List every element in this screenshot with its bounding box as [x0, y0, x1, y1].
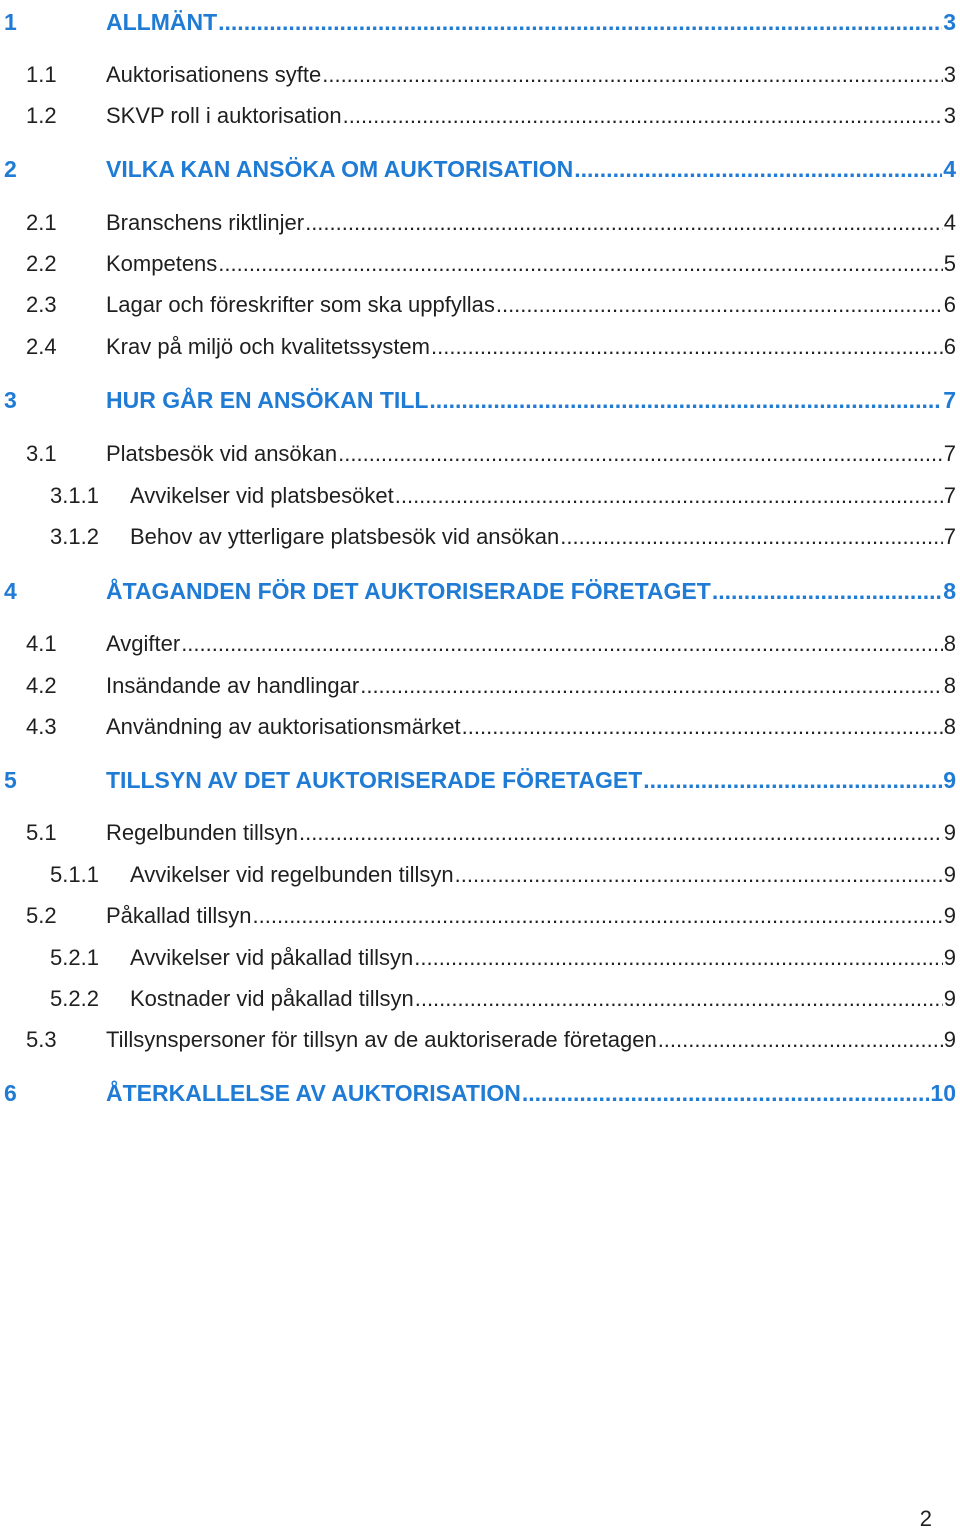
toc-entry-title[interactable]: Platsbesök vid ansökan [106, 441, 338, 466]
toc-entry-page[interactable]: 8 [943, 578, 956, 604]
toc-entry-page[interactable]: 4 [943, 156, 956, 182]
dot-leader [218, 6, 942, 38]
toc-entry-number: 5.1 [26, 820, 57, 845]
toc-entry-page[interactable]: 9 [943, 767, 956, 793]
toc-entry-title[interactable]: Insändande av handlingar [106, 673, 360, 698]
toc-entry-title[interactable]: Krav på miljö och kvalitetssystem [106, 334, 430, 359]
dot-leader [560, 521, 943, 553]
toc-entry[interactable] [0, 942, 960, 974]
dot-leader [643, 764, 942, 796]
dot-leader [343, 100, 943, 132]
toc-entry-title[interactable]: ÅTAGANDEN FÖR DET AUKTORISERADE FÖRETAGET [106, 578, 711, 604]
toc-entry-number: 4.1 [26, 631, 57, 656]
dot-leader [218, 248, 942, 280]
toc-entry-number: 2.2 [26, 251, 57, 276]
toc-entry-page[interactable]: 9 [943, 820, 956, 845]
toc-entry-number: 3.1.2 [50, 524, 99, 549]
dot-leader [658, 1024, 943, 1056]
toc-entry-number: 4.2 [26, 673, 57, 698]
toc-entry-number: 5.2.1 [50, 945, 99, 970]
dot-leader [253, 900, 943, 932]
toc-entry-page[interactable]: 8 [943, 631, 956, 656]
toc-entry-number: 3.1.1 [50, 483, 99, 508]
toc-entry-title[interactable]: Användning av auktorisationsmärket [106, 714, 461, 739]
dot-leader [522, 1077, 930, 1109]
toc-entry[interactable] [0, 384, 960, 416]
toc-entry[interactable] [0, 1077, 960, 1109]
toc-entry[interactable] [0, 900, 960, 932]
toc-entry-title[interactable]: ÅTERKALLELSE AV AUKTORISATION [106, 1080, 521, 1106]
dot-leader [462, 711, 943, 743]
toc-entry-page[interactable]: 7 [943, 483, 956, 508]
toc-entry[interactable] [0, 764, 960, 796]
toc-entry-number: 5.1.1 [50, 862, 99, 887]
toc-entry[interactable] [0, 1024, 960, 1056]
toc-entry-number: 1.2 [26, 103, 57, 128]
page-number: 2 [919, 1506, 932, 1531]
toc-entry-title[interactable]: SKVP roll i auktorisation [106, 103, 342, 128]
toc-entry[interactable] [0, 480, 960, 512]
toc-entry-number: 5.2.2 [50, 986, 99, 1011]
toc-entry-title[interactable]: Lagar och föreskrifter som ska uppfyllas [106, 292, 495, 317]
dot-leader [181, 628, 943, 660]
toc-entry-number: 2.4 [26, 334, 57, 359]
toc-entry[interactable] [0, 521, 960, 553]
toc-entry-title[interactable]: Auktorisationens syfte [106, 62, 322, 87]
toc-entry-title[interactable]: Avvikelser vid påkallad tillsyn [130, 945, 414, 970]
dot-leader [322, 59, 943, 91]
toc-entry-number: 4.3 [26, 714, 57, 739]
toc-entry-title[interactable]: Branschens riktlinjer [106, 210, 305, 235]
toc-entry-page[interactable]: 9 [943, 945, 956, 970]
toc-entry-page[interactable]: 9 [943, 903, 956, 928]
dot-leader [338, 438, 943, 470]
dot-leader [574, 153, 942, 185]
toc-entry[interactable] [0, 6, 960, 38]
toc-entry-number: 2.1 [26, 210, 57, 235]
toc-entry-title[interactable]: Kostnader vid påkallad tillsyn [130, 986, 414, 1011]
toc-entry-number: 3 [4, 387, 17, 413]
toc-entry-page[interactable]: 4 [943, 210, 956, 235]
toc-entry-page[interactable]: 9 [943, 862, 956, 887]
toc-entry-page[interactable]: 3 [943, 9, 956, 35]
toc-entry-number: 1 [4, 9, 17, 35]
toc-entry-number: 2.3 [26, 292, 57, 317]
toc-entry[interactable] [0, 817, 960, 849]
toc-entry[interactable] [0, 670, 960, 702]
toc-entry-title[interactable]: Kompetens [106, 251, 218, 276]
toc-entry-title[interactable]: Tillsynspersoner för tillsyn av de auktoriserade företagen [106, 1027, 657, 1052]
toc-entry[interactable] [0, 289, 960, 321]
dot-leader [395, 480, 943, 512]
toc-entry[interactable] [0, 331, 960, 363]
toc-entry-page[interactable]: 6 [943, 334, 956, 359]
toc-entry-page[interactable]: 7 [943, 524, 956, 549]
dot-leader [712, 575, 942, 607]
toc-entry[interactable] [0, 859, 960, 891]
dot-leader [415, 983, 943, 1015]
toc-entry[interactable] [0, 59, 960, 91]
toc-entry-page[interactable]: 6 [943, 292, 956, 317]
toc-entry-number: 5 [4, 767, 17, 793]
toc-entry-title[interactable]: Behov av ytterligare platsbesök vid ansökan [130, 524, 560, 549]
dot-leader [414, 942, 942, 974]
dot-leader [431, 331, 943, 363]
dot-leader [360, 670, 943, 702]
toc-entry-title[interactable]: Avvikelser vid regelbunden tillsyn [130, 862, 454, 887]
dot-leader [305, 207, 943, 239]
toc-entry-page[interactable]: 10 [930, 1080, 956, 1106]
toc-entry-page[interactable]: 8 [943, 673, 956, 698]
toc-entry[interactable] [0, 575, 960, 607]
toc-entry-title[interactable]: VILKA KAN ANSÖKA OM AUKTORISATION [106, 156, 574, 182]
toc-entry-number: 4 [4, 578, 17, 604]
toc-entry-number: 3.1 [26, 441, 57, 466]
toc-entry[interactable] [0, 628, 960, 660]
toc-entry[interactable] [0, 207, 960, 239]
dot-leader [455, 859, 943, 891]
toc-entry-title[interactable]: Regelbunden tillsyn [106, 820, 299, 845]
toc-entry-page[interactable]: 5 [943, 251, 956, 276]
toc-entry-page[interactable]: 8 [943, 714, 956, 739]
dot-leader [299, 817, 943, 849]
toc-entry[interactable] [0, 248, 960, 280]
toc-entry-page[interactable]: 3 [943, 62, 956, 87]
toc-entry-title[interactable]: HUR GÅR EN ANSÖKAN TILL [106, 387, 429, 413]
toc-entry[interactable] [0, 438, 960, 470]
toc-entry-page[interactable]: 7 [943, 441, 956, 466]
toc-entry-title[interactable]: TILLSYN AV DET AUKTORISERADE FÖRETAGET [106, 767, 643, 793]
toc-entry-page[interactable]: 7 [943, 387, 956, 413]
toc-entry-title[interactable]: ALLMÄNT [106, 9, 218, 35]
toc-entry-page[interactable]: 9 [943, 986, 956, 1011]
toc-entry-title[interactable]: Påkallad tillsyn [106, 903, 252, 928]
toc-entry-title[interactable]: Avvikelser vid platsbesöket [130, 483, 394, 508]
toc-entry-number: 5.3 [26, 1027, 57, 1052]
toc-entry-number: 6 [4, 1080, 17, 1106]
toc-entry-page[interactable]: 3 [943, 103, 956, 128]
toc-entry[interactable] [0, 153, 960, 185]
dot-leader [429, 384, 942, 416]
toc-entry-number: 2 [4, 156, 17, 182]
toc-entry[interactable] [0, 711, 960, 743]
toc-entry[interactable] [0, 100, 960, 132]
toc-entry[interactable] [0, 983, 960, 1015]
toc-entry-number: 1.1 [26, 62, 57, 87]
toc-entry-page[interactable]: 9 [943, 1027, 956, 1052]
toc-entry-number: 5.2 [26, 903, 57, 928]
dot-leader [496, 289, 943, 321]
toc-entry-title[interactable]: Avgifter [106, 631, 181, 656]
